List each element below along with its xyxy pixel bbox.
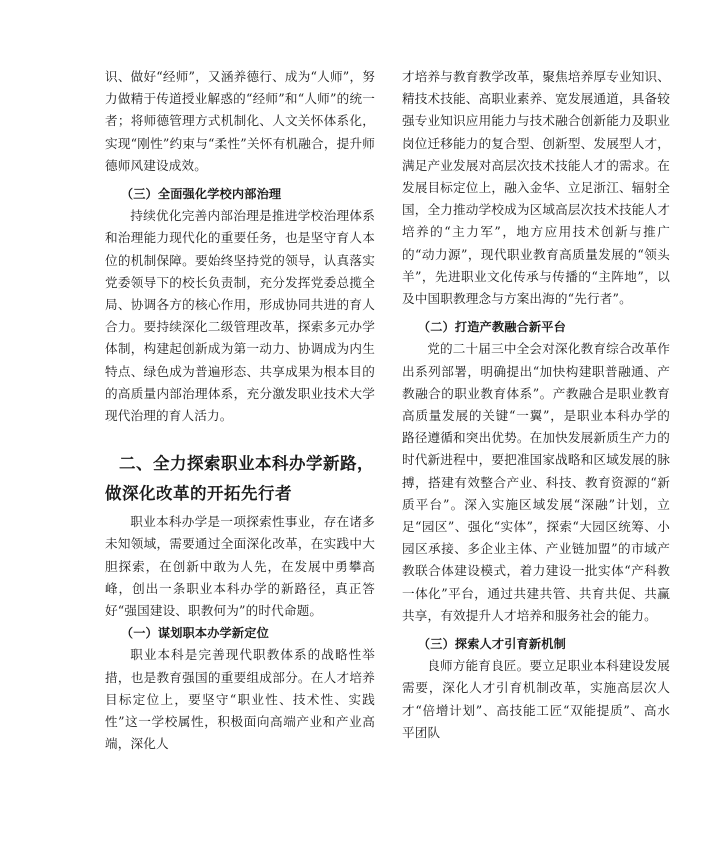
right-continuation-paragraph: 才培养与教育教学改革，聚焦培养厚专业知识、精技术技能、高职业素养、宽发展通道，具备较强专业知识应用能力与技术融合创新能力及职业岗位迁移能力的复合型、创新型、发展型人才，满足产业发展对高层次技术技能人才的需求。在发展目标定位上，融入金华、立足浙江、辐射全国，全力推动学校成为区域高层次技术技能人才培养的“主力军”，地方应用技术创新与推广的“动力源”，现代职业教育高质量发展的“领头羊”，先进职业文化传承与传播的“主阵地”，以及中国职教理念与方案出海的“先行者”。 (402, 69, 670, 307)
subheading-industry-education-platform: （二）打造产教融合新平台 (417, 320, 566, 335)
left-continuation-paragraph: 识、做好“经师”，又涵养德行、成为“人师”，努力做精于传道授业解惑的“经师”和“人师”的统一者；将师德管理方式机制化、人文关怀体系化，实现“刚性”约束与“柔性”关怀有机融合，提升师德师风建设成效。 (105, 69, 375, 173)
talent-mechanism-paragraph: 良师方能育良匠。要立足职业本科建设发展需要，深化人才引育机制改革，实施高层次人才“倍增计划”、高技能工匠“双能提质”、高水平团队 (402, 658, 670, 740)
subheading-talent-mechanism: （三）探索人才引育新机制 (417, 637, 566, 652)
industry-education-paragraph: 党的二十届三中全会对深化教育综合改革作出系列部署，明确提出“加快构建职普融通、产教融合的职业教育体系”。产教融合是职业教育高质量发展的关键“一翼”，是职业本科办学的路径遵循和突出优势。在加快发展新质生产力的时代新进程中，要把准国家战略和区域发展的脉搏，搭建有效整合产业、科技、教育资源的“新质平台”。深入实施区域发展“深融”计划，立足“园区”、强化“实体”，探索“大园区统筹、小园区承接、多企业主体、产业链加盟”的市域产教联合体建设模式，着力建设一批实体“产科教一体化”平台，通过共建共管、共育共促、共赢共享，有效提升人才培养和服务社会的能力。 (402, 341, 670, 623)
subheading-strengthen-internal-governance: （三）全面强化学校内部治理 (120, 187, 282, 202)
section-two-intro-paragraph: 职业本科办学是一项探索性事业，存在诸多未知领域，需要通过全面深化改革，在实践中大胆探索，在创新中敢为人先，在发展中勇攀高峰，创出一条职业本科办学的新路径，真正答好“强国建设、职教何为”的时代命题。 (105, 514, 375, 619)
section-two-heading: 二、全力探索职业本科办学新路，做深化改革的开拓先行者 (105, 454, 375, 504)
subheading-new-positioning: （一）谋划职本办学新定位 (120, 626, 269, 641)
internal-governance-paragraph: 持续优化完善内部治理是推进学校治理体系和治理能力现代化的重要任务，也是坚守育人本位的机制保障。要始终坚持党的领导，认真落实党委领导下的校长负责制，充分发挥党委总揽全局、协调各方的核心作用，形成协同共进的育人合力。要持续深化二级管理改革，探索多元办学体制，构建起创新成为第一动力、协调成为内生特点、绿色成为普遍形态、共享成果为根本目的的高质量内部治理体系，充分激发职业技术大学现代治理的育人活力。 (105, 208, 375, 424)
new-positioning-paragraph: 职业本科是完善现代职教体系的战略性举措，也是教育强国的重要组成部分。在人才培养目标定位上，要坚守“职业性、技术性、实践性”这一学校属性，积极面向高端产业和产业高端，深化人 (105, 647, 375, 752)
left-column (105, 66, 375, 755)
right-column (402, 66, 670, 744)
